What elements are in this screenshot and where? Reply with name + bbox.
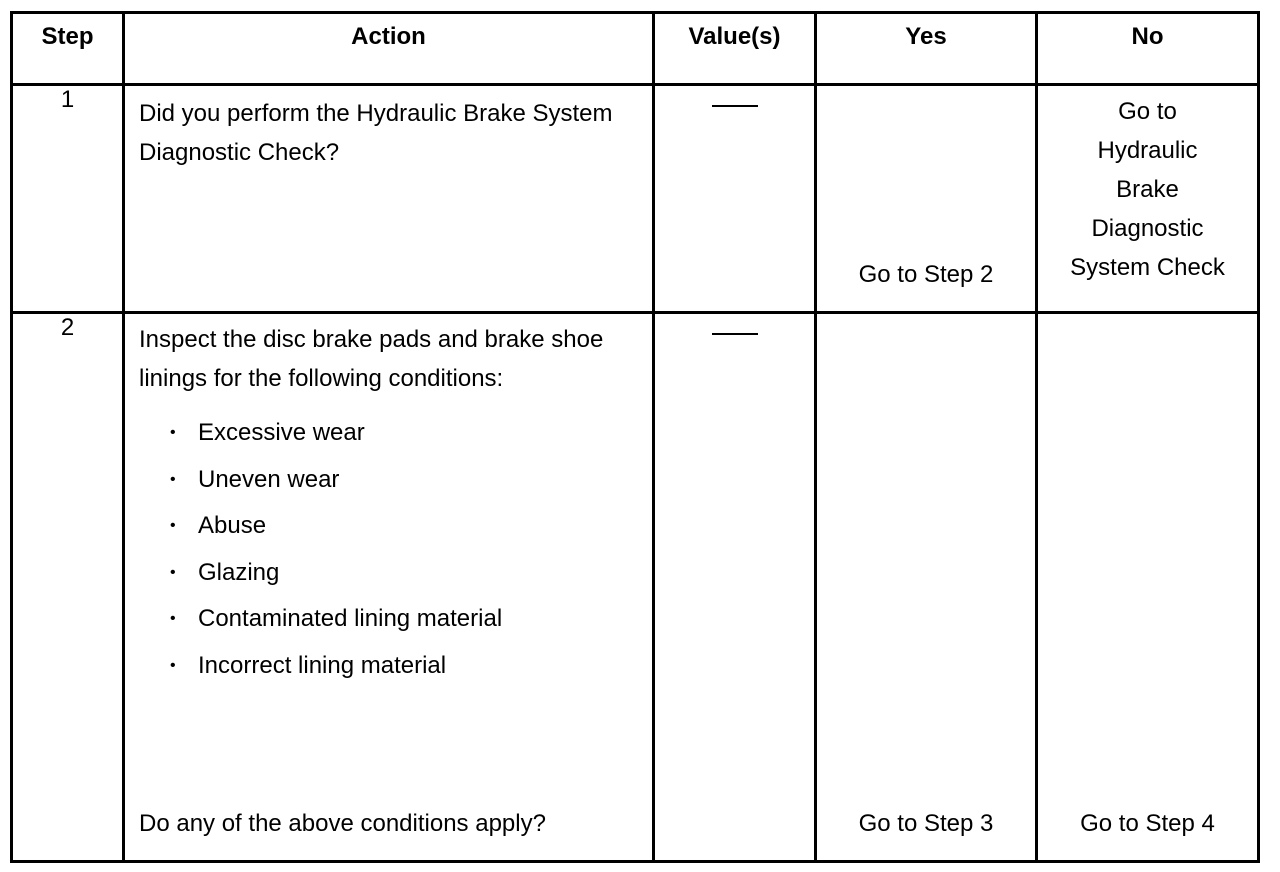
table-header-row (12, 13, 1259, 85)
yes-cell (816, 85, 1037, 313)
step-number: 2 (12, 313, 124, 862)
table-row (12, 313, 1259, 862)
list-item (170, 651, 652, 698)
bullet-icon: • (170, 470, 176, 488)
list-item (170, 604, 652, 651)
condition-label: Uneven wear (198, 465, 340, 493)
no-text (1038, 86, 1257, 287)
value-cell (654, 313, 816, 862)
step-number: 1 (12, 85, 124, 313)
yes-text: Go to Step 3 (858, 810, 994, 837)
no-text-line: Hydraulic (1097, 137, 1198, 164)
bullet-icon: • (170, 656, 176, 674)
value-cell (654, 85, 816, 313)
condition-label: Abuse (198, 512, 267, 539)
action-cell (124, 85, 654, 313)
no-cell (1037, 85, 1259, 313)
action-question: Do any of the above conditions apply? (139, 810, 546, 837)
no-text-line: Go to (1118, 98, 1177, 125)
action-text: Did you perform the Hydraulic Brake System Diagnostic Check? (139, 100, 613, 166)
bullet-icon: • (170, 610, 176, 627)
value-dash (712, 105, 758, 107)
list-item (170, 465, 652, 512)
action-content (125, 314, 652, 857)
condition-label: Excessive wear (198, 419, 365, 446)
action-cell (124, 313, 654, 862)
yes-text: Go to Step 2 (858, 261, 994, 288)
value-dash (712, 333, 758, 335)
action-intro: Inspect the disc brake pads and brake shoe linings for the following conditions: (139, 326, 604, 392)
no-text-line: Brake (1116, 176, 1179, 203)
header-action: Action (124, 13, 654, 85)
no-text-line: System Check (1070, 254, 1225, 281)
table-row (12, 85, 1259, 313)
header-values: Value(s) (654, 13, 816, 85)
header-yes: Yes (816, 13, 1037, 85)
list-item (170, 558, 652, 605)
condition-label: Glazing (198, 558, 280, 586)
bullet-icon: • (170, 517, 176, 534)
no-cell (1037, 313, 1259, 862)
diagnostic-table (10, 11, 1260, 863)
list-item (170, 511, 652, 558)
header-no: No (1037, 13, 1259, 85)
no-text: Go to Step 4 (1080, 810, 1215, 837)
conditions-list (125, 418, 652, 697)
condition-label: Contaminated lining material (198, 605, 503, 632)
yes-cell (816, 313, 1037, 862)
condition-label: Incorrect lining material (198, 651, 447, 679)
bullet-icon: • (170, 563, 176, 581)
bullet-icon: • (170, 424, 176, 441)
header-step: Step (12, 13, 124, 85)
no-text-line: Diagnostic (1091, 215, 1204, 242)
list-item (170, 418, 652, 465)
